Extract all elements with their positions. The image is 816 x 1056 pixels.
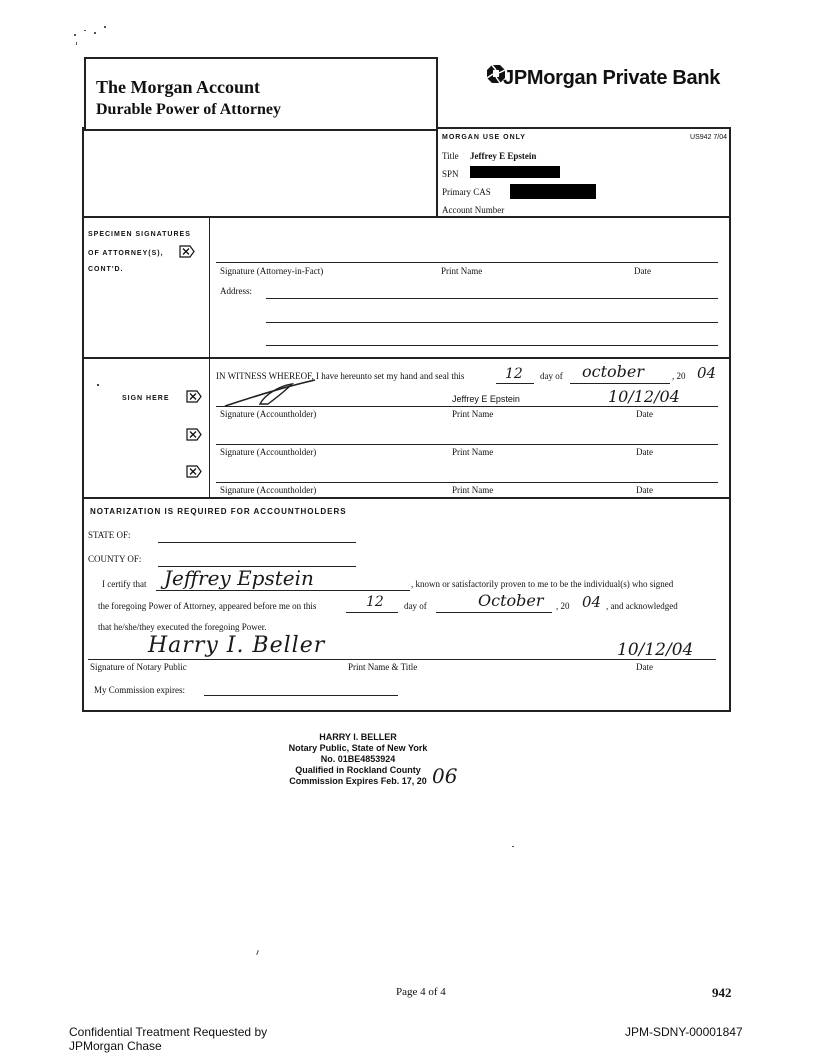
form-title: The Morgan Account (96, 77, 260, 97)
morgan-use-box (436, 127, 729, 218)
accountholder-sig-label-3: Signature (Accountholder) (220, 485, 317, 495)
certify-name: Jeffrey Epstein (164, 566, 314, 590)
notary-month-value: October (478, 591, 544, 610)
specimen-label-2: OF ATTORNEY(S), (88, 250, 164, 257)
commission-label: My Commission expires: (94, 685, 186, 695)
form-subtitle: Durable Power of Attorney (96, 101, 281, 118)
confidential-notice (69, 1025, 267, 1053)
witness-day-of: day of (540, 371, 563, 381)
specimen-signature-line[interactable] (216, 262, 718, 263)
speck (256, 950, 259, 955)
state-line[interactable] (158, 542, 356, 543)
witness-month-value: october (582, 362, 645, 381)
specimen-sig-label: Signature (Attorney-in-Fact) (220, 266, 324, 276)
notary-sig-label: Signature of Notary Public (90, 662, 187, 672)
commission-line[interactable] (204, 695, 398, 696)
page-number: Page 4 of 4 (396, 986, 446, 998)
notary-year-value: 04 (582, 593, 602, 611)
notary-signature: Harry I. Beller (148, 633, 326, 658)
spn-label: SPN (442, 169, 459, 179)
notary-acknowledged: , and acknowledged (606, 601, 678, 611)
spn-redaction (470, 166, 560, 178)
accountholder-sig-line-2[interactable] (216, 444, 718, 445)
address-line-2[interactable] (266, 322, 718, 323)
accountholder-sig-label-1: Signature (Accountholder) (220, 409, 317, 419)
sign-arrow-icon (186, 465, 202, 478)
divider-notary-top (82, 497, 729, 499)
certify-suffix: , known or satisfactorily proven to me to be the individual(s) who signed (411, 579, 674, 589)
witness-day-value: 12 (505, 366, 523, 382)
account-label: Account Number (442, 205, 505, 215)
stamp-line-3: No. 01BE4853924 (320, 754, 396, 764)
accountholder-sig-line-1[interactable] (216, 406, 718, 407)
certify-name-line[interactable] (156, 590, 410, 591)
confidential-line-2: JPMorgan Chase (69, 1039, 162, 1053)
accountholder-print-label-1: Print Name (452, 409, 494, 419)
speck (512, 846, 514, 847)
notary-date-value: 10/12/04 (617, 640, 694, 660)
witness-year-prefix: , 20 (672, 371, 686, 381)
accountholder-sig-label-2: Signature (Accountholder) (220, 447, 317, 457)
notary-year-prefix: , 20 (556, 601, 570, 611)
form-code: US942 7/04 (690, 134, 727, 141)
specimen-label-3: CONT'D. (88, 266, 124, 273)
witness-date-value: 10/12/04 (608, 387, 680, 406)
accountholder-sig-line-3[interactable] (216, 482, 718, 483)
bates-number: JPM-SDNY-00001847 (625, 1025, 743, 1039)
specimen-date-label: Date (634, 266, 651, 276)
confidential-line-1: Confidential Treatment Requested by (69, 1025, 268, 1039)
notary-stamp (270, 732, 446, 787)
accountholder-date-label-1: Date (636, 409, 653, 419)
stamp-line-4: Qualified in Rockland County (295, 765, 421, 775)
bank-name: JPMorgan Private Bank (503, 67, 721, 89)
specimen-label-1: SPECIMEN SIGNATURES (88, 231, 191, 238)
state-label: STATE OF: (88, 530, 131, 540)
cas-label: Primary CAS (442, 187, 491, 197)
sign-here-label: SIGN HERE (122, 395, 170, 402)
divider-specimen-top (82, 216, 729, 218)
notary-month-line[interactable] (436, 612, 552, 613)
certify-prefix: I certify that (102, 579, 147, 589)
divider-witness-top (82, 357, 729, 359)
speck (97, 384, 99, 386)
notary-heading: NOTARIZATION IS REQUIRED FOR ACCOUNTHOLDERS (90, 507, 347, 516)
left-column-divider (209, 216, 210, 497)
witness-year-value: 04 (697, 364, 717, 382)
accountholder-print-label-3: Print Name (452, 485, 494, 495)
notary-print-label: Print Name & Title (348, 662, 418, 672)
address-line-1[interactable] (266, 298, 718, 299)
stamp-line-2: Notary Public, State of New York (288, 743, 428, 753)
notary-date-label: Date (636, 662, 653, 672)
stamp-line-5: Commission Expires Feb. 17, 20 (289, 776, 427, 786)
notary-signature-line[interactable] (88, 659, 716, 660)
title-value: Jeffrey E Epstein (470, 151, 537, 161)
title-box (84, 57, 438, 131)
notary-day-line[interactable] (346, 612, 398, 613)
stamp-line-1: HARRY I. BELLER (319, 732, 397, 742)
sign-arrow-icon (186, 428, 202, 441)
accountholder-date-label-3: Date (636, 485, 653, 495)
notary-day-value: 12 (366, 594, 384, 610)
notary-day-of: day of (404, 601, 427, 611)
sign-arrow-icon (186, 390, 202, 403)
witness-day-line[interactable] (496, 383, 534, 384)
morgan-use-heading: MORGAN USE ONLY (442, 134, 526, 141)
witness-month-line[interactable] (570, 383, 670, 384)
address-line-3[interactable] (266, 345, 718, 346)
witness-printed-name: Jeffrey E Epstein (452, 394, 520, 404)
county-label: COUNTY OF: (88, 554, 142, 564)
title-label: Title (442, 151, 459, 161)
cas-redaction (510, 184, 596, 199)
stamp-year-handwritten: 06 (432, 764, 458, 788)
address-label: Address: (220, 286, 252, 296)
sign-arrow-icon (179, 245, 195, 258)
specimen-print-label: Print Name (441, 266, 483, 276)
accountholder-print-label-2: Print Name (452, 447, 494, 457)
executed-text: that he/she/they executed the foregoing Power. (98, 622, 267, 632)
appeared-text: the foregoing Power of Attorney, appeared before me on this (98, 601, 317, 611)
scan-specks (72, 20, 122, 50)
form-page-code: 942 (712, 985, 732, 1000)
accountholder-date-label-2: Date (636, 447, 653, 457)
witness-intro: IN WITNESS WHEREOF, I have hereunto set my hand and seal this (216, 371, 465, 381)
